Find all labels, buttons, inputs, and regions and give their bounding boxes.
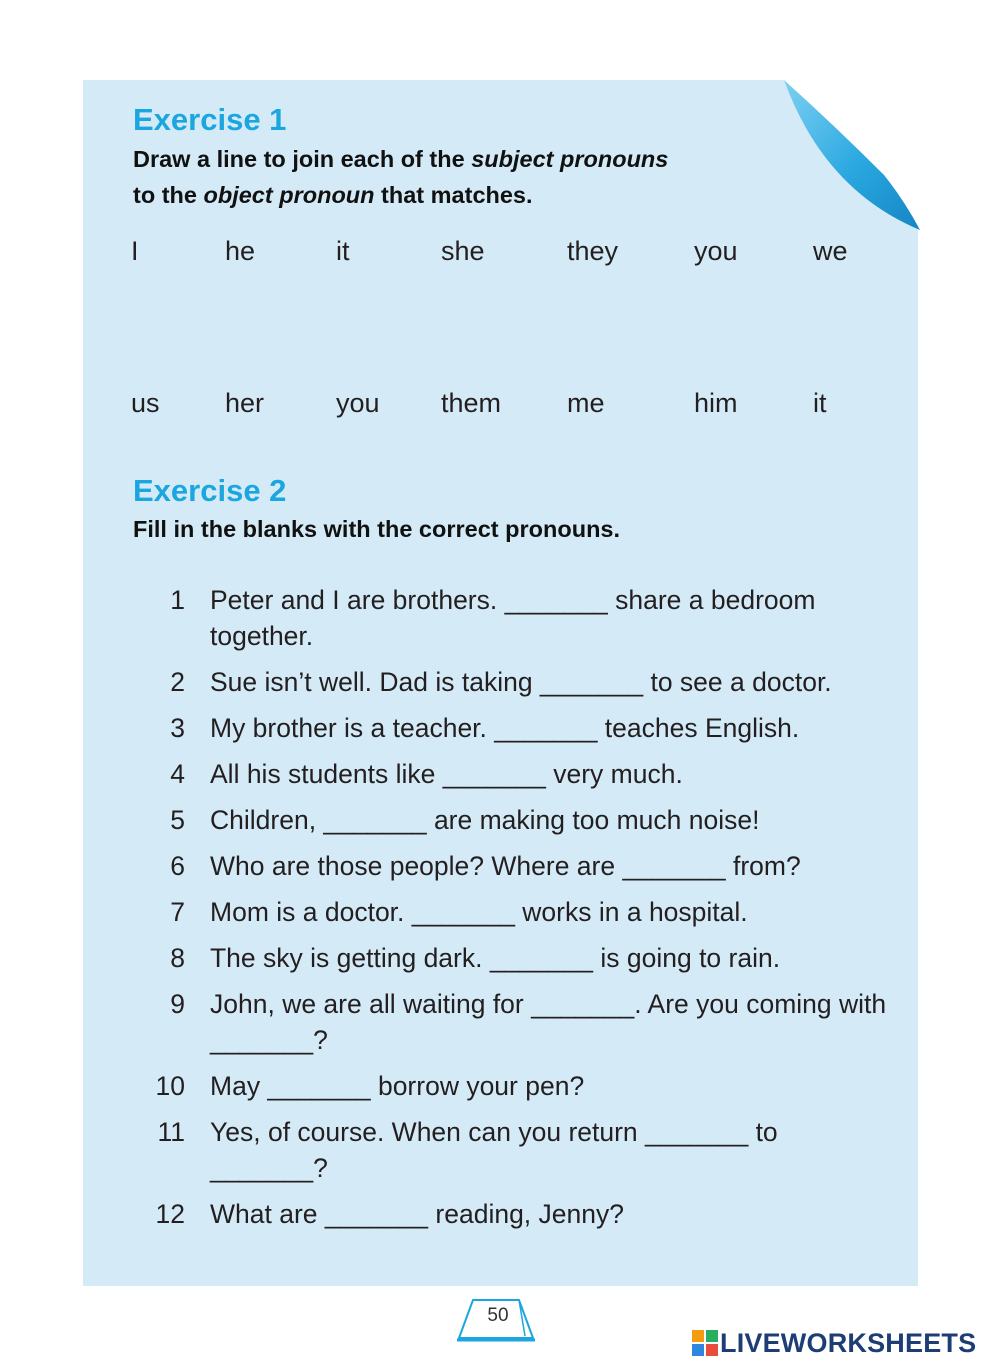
subject-pronoun[interactable]: it — [336, 236, 350, 266]
object-pronoun[interactable]: them — [441, 388, 502, 418]
exercise-item — [152, 1196, 892, 1232]
item-text[interactable]: Mom is a doctor. _______ works in a hospital. — [210, 897, 748, 927]
item-number: 12 — [155, 1199, 185, 1229]
object-pronoun[interactable]: it — [813, 388, 827, 418]
page-number: 50 — [487, 1305, 509, 1326]
exercise-item — [152, 1068, 892, 1104]
subject-pronoun[interactable]: he — [225, 236, 256, 266]
item-number: 7 — [170, 897, 185, 927]
item-number: 8 — [170, 943, 185, 973]
exercise-item — [152, 848, 892, 884]
item-number: 9 — [170, 989, 185, 1019]
exercise-item — [152, 582, 892, 654]
subject-pronoun[interactable]: you — [694, 236, 738, 266]
item-text[interactable]: Children, _______ are making too much noise! — [210, 805, 760, 835]
object-pronoun[interactable]: her — [225, 388, 265, 418]
subject-pronoun[interactable]: she — [441, 236, 485, 266]
item-number: 10 — [155, 1071, 185, 1101]
item-text[interactable]: May _______ borrow your pen? — [210, 1071, 585, 1101]
exercise-item — [152, 894, 892, 930]
item-text[interactable]: My brother is a teacher. _______ teaches English. — [210, 713, 800, 743]
exercise2-instruction: Fill in the blanks with the correct pronouns. — [133, 516, 621, 542]
exercise1-instruction: Draw a line to join each of the subject pronouns to the object pronoun that matches. — [133, 146, 669, 208]
item-number: 4 — [170, 759, 185, 789]
item-number: 5 — [170, 805, 185, 835]
item-number: 2 — [170, 667, 185, 697]
item-text[interactable]: Peter and I are brothers. _______ share a bedroom together. — [210, 585, 816, 651]
exercise-item — [152, 1114, 892, 1186]
exercise2-title: Exercise 2 — [133, 473, 287, 508]
item-number: 11 — [157, 1117, 185, 1147]
exercise-item — [152, 802, 892, 838]
subject-pronoun[interactable]: we — [813, 236, 848, 266]
item-text[interactable]: The sky is getting dark. _______ is going to rain. — [210, 943, 781, 973]
exercise-item — [152, 940, 892, 976]
liveworksheets-logo-icon — [692, 1330, 718, 1356]
brand-name: LIVEWORKSHEETS — [720, 1327, 977, 1358]
item-text[interactable]: What are _______ reading, Jenny? — [210, 1199, 624, 1229]
exercise2-items — [152, 582, 892, 1242]
object-pronoun[interactable]: him — [694, 388, 738, 418]
subject-pronoun[interactable]: they — [567, 236, 619, 266]
object-pronoun[interactable]: us — [131, 388, 160, 418]
item-text[interactable]: Who are those people? Where are _______ from? — [210, 851, 801, 881]
exercise-item — [152, 664, 892, 700]
item-text[interactable]: Sue isn’t well. Dad is taking _______ to see a doctor. — [210, 667, 832, 697]
page-curl-decoration — [784, 80, 920, 232]
exercise-item — [152, 756, 892, 792]
item-number: 3 — [170, 713, 185, 743]
exercise1-title: Exercise 1 — [133, 102, 287, 137]
exercise-item — [152, 710, 892, 746]
subject-pronoun[interactable]: I — [131, 236, 139, 266]
item-number: 6 — [170, 851, 185, 881]
item-text[interactable]: John, we are all waiting for _______. Are you coming with _______? — [210, 989, 887, 1055]
object-pronoun[interactable]: me — [567, 388, 605, 418]
object-pronoun[interactable]: you — [336, 388, 380, 418]
item-text[interactable]: Yes, of course. When can you return _______ to _______? — [210, 1117, 778, 1183]
item-number: 1 — [170, 585, 185, 615]
liveworksheets-brand[interactable] — [692, 1326, 976, 1360]
exercise-item — [152, 986, 892, 1058]
item-text[interactable]: All his students like _______ very much. — [210, 759, 683, 789]
